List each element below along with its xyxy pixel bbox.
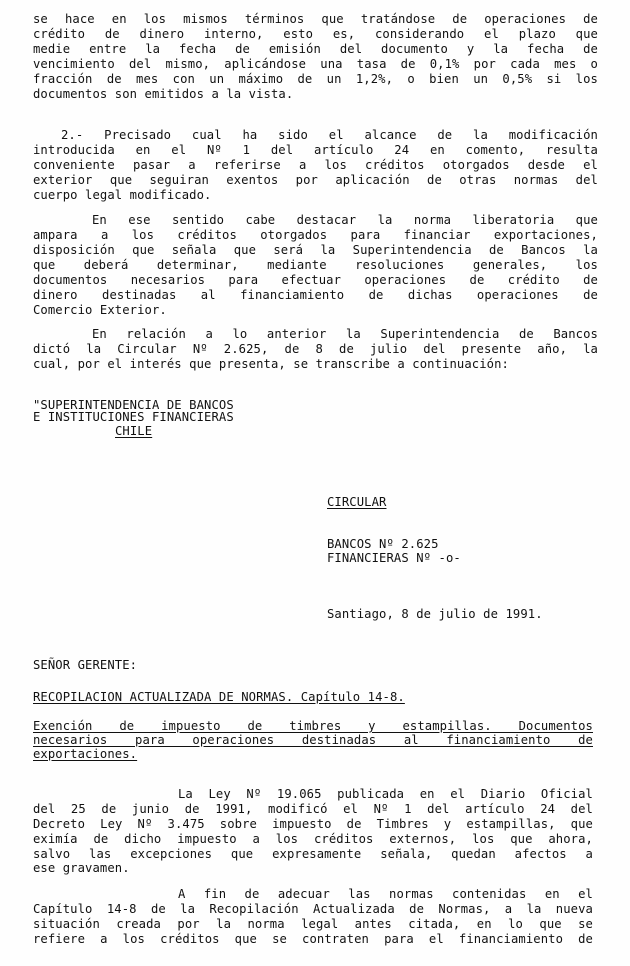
circular-number-bancos: BANCOS Nº 2.625 xyxy=(327,537,439,551)
subtitle-line: Exención de impuesto de timbres y estampillas. Documentos xyxy=(33,719,593,733)
institution-country: CHILE xyxy=(115,424,153,438)
circular-number-financieras: FINANCIERAS Nº -o- xyxy=(327,551,461,565)
paragraph-3-line: disposición que señala que será la Superintendencia de Bancos la xyxy=(33,243,598,257)
paragraph-1-line: medie entre la fecha de emisión del documento y la fecha de xyxy=(33,42,598,56)
circular-date: Santiago, 8 de julio de 1991. xyxy=(327,607,543,621)
institution-name-line: E INSTITUCIONES FINANCIERAS xyxy=(33,410,234,424)
paragraph-5-line: Decreto Ley Nº 3.475 sobre impuesto de Timbres y estampillas, que xyxy=(33,817,593,831)
paragraph-3-line: En ese sentido cabe destacar la norma liberatoria que xyxy=(92,213,598,227)
paragraph-3-line: documentos necesarios para efectuar operaciones de crédito de xyxy=(33,273,598,287)
paragraph-2-line: 2.- Precisado cual ha sido el alcance de la modificación xyxy=(61,128,598,142)
circular-title: CIRCULAR xyxy=(327,495,387,509)
paragraph-6-line: situación creada por la norma legal antes citada, en lo que se xyxy=(33,917,593,931)
subtitle-line: necesarios para operaciones destinadas al financiamiento de xyxy=(33,733,593,747)
paragraph-2-line: exterior que seguiran exentos por aplicación de otras normas del xyxy=(33,173,598,187)
paragraph-4-line: En relación a lo anterior la Superintendencia de Bancos xyxy=(92,327,598,341)
paragraph-1-line: documentos son emitidos a la vista. xyxy=(33,87,294,101)
paragraph-3-line: dinero destinadas al financiamiento de dichas operaciones de xyxy=(33,288,598,302)
subtitle-line: exportaciones. xyxy=(33,747,138,761)
paragraph-1-line: fracción de mes con un máximo de un 1,2%, o bien un 0,5% si los xyxy=(33,72,598,86)
paragraph-6-line: Capítulo 14-8 de la Recopilación Actualizada de Normas, a la nueva xyxy=(33,902,593,916)
paragraph-3-line: ampara a los créditos otorgados para financiar exportaciones, xyxy=(33,228,598,242)
paragraph-5-line: del 25 de junio de 1991, modificó el Nº 1 del artículo 24 del xyxy=(33,802,593,816)
paragraph-2-line: cuerpo legal modificado. xyxy=(33,188,212,202)
paragraph-3-line: que deberá determinar, mediante resoluciones generales, los xyxy=(33,258,598,272)
paragraph-2-line: conveniente pasar a referirse a los créditos otorgados desde el xyxy=(33,158,598,172)
paragraph-3-line: Comercio Exterior. xyxy=(33,303,167,317)
paragraph-6-line: A fin de adecuar las normas contenidas en el xyxy=(178,887,593,901)
subject-line: RECOPILACION ACTUALIZADA DE NORMAS. Capítulo 14-8. xyxy=(33,690,405,704)
paragraph-4-line: cual, por el interés que presenta, se transcribe a continuación: xyxy=(33,357,509,371)
salutation: SEÑOR GERENTE: xyxy=(33,658,138,672)
paragraph-5-line: La Ley Nº 19.065 publicada en el Diario Oficial xyxy=(178,787,593,801)
paragraph-4-line: dictó la Circular Nº 2.625, de 8 de julio del presente año, la xyxy=(33,342,598,356)
paragraph-1-line: vencimiento del mismo, aplicándose una tasa de 0,1% por cada mes o xyxy=(33,57,598,71)
paragraph-5-line: eximía de dicho impuesto a los créditos externos, los que ahora, xyxy=(33,832,593,846)
institution-name-line: "SUPERINTENDENCIA DE BANCOS xyxy=(33,398,234,412)
paragraph-1-line: crédito de dinero interno, esto es, considerando el plazo que xyxy=(33,27,598,41)
paragraph-6-line: refiere a los créditos que se contraten para el financiamiento de xyxy=(33,932,593,946)
paragraph-1-line: se hace en los mismos términos que tratándose de operaciones de xyxy=(33,12,598,26)
paragraph-5-line: salvo las excepciones que expresamente señala, quedan afectos a xyxy=(33,847,593,861)
paragraph-2-line: introducida en el Nº 1 del artículo 24 en comento, resulta xyxy=(33,143,598,157)
paragraph-5-line: ese gravamen. xyxy=(33,861,130,875)
